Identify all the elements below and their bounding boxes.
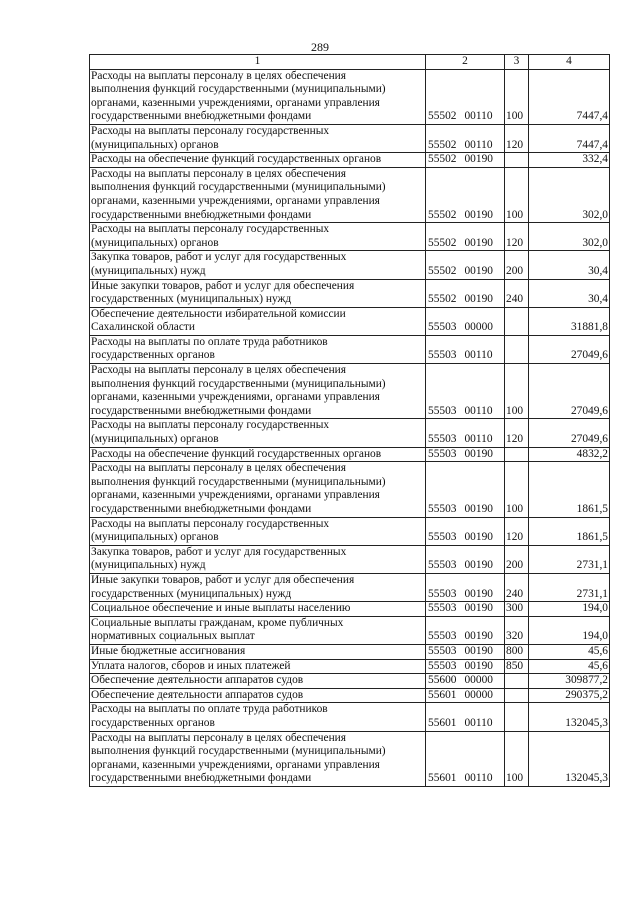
- code-item: 00190: [464, 644, 493, 657]
- description-line: государственными внебюджетными фондами: [91, 208, 312, 221]
- table-row: [90, 279, 610, 307]
- description-line: Уплата налогов, сборов и иных платежей: [91, 659, 291, 672]
- code-item: 00000: [464, 674, 493, 687]
- row-expense-type: 300: [505, 602, 529, 617]
- row-code: [426, 602, 505, 617]
- description-line: (муниципальных) органов: [91, 433, 219, 446]
- code-section: 55503: [428, 559, 457, 572]
- row-code: [426, 462, 505, 517]
- code-item: 00110: [464, 349, 493, 362]
- row-amount: 27049,6: [529, 364, 610, 419]
- description-line: Расходы на выплаты персоналу государственных: [91, 124, 330, 137]
- table-row: [90, 659, 610, 674]
- description-line: Расходы на выплаты персоналу в целях обеспечения: [91, 462, 347, 475]
- page-number: 289: [311, 40, 329, 54]
- row-expense-type: [505, 307, 529, 335]
- description-line: выполнения функций государственными (муниципальными): [91, 83, 386, 96]
- row-code: [426, 616, 505, 644]
- row-code: [426, 545, 505, 573]
- row-expense-type: 240: [505, 279, 529, 307]
- budget-table: [89, 54, 610, 787]
- code-section: 55503: [428, 587, 457, 600]
- code-item: 00110: [464, 404, 493, 417]
- row-expense-type: 850: [505, 659, 529, 674]
- row-amount: 132045,3: [529, 731, 610, 786]
- row-description: [90, 307, 426, 335]
- row-expense-type: [505, 447, 529, 462]
- row-code: [426, 153, 505, 168]
- row-description: [90, 167, 426, 222]
- code-section: 55503: [428, 433, 457, 446]
- code-section: 55502: [428, 138, 457, 151]
- table-row: [90, 517, 610, 545]
- description-line: Закупка товаров, работ и услуг для государственных: [91, 545, 347, 558]
- row-expense-type: [505, 703, 529, 731]
- row-description: [90, 364, 426, 419]
- code-section: 55503: [428, 321, 457, 334]
- row-description: [90, 703, 426, 731]
- description-line: выполнения функций государственными (муниципальными): [91, 181, 386, 194]
- row-expense-type: [505, 335, 529, 363]
- row-expense-type: 320: [505, 616, 529, 644]
- code-section: 55503: [428, 531, 457, 544]
- table-row: [90, 335, 610, 363]
- row-expense-type: 200: [505, 251, 529, 279]
- row-amount: 194,0: [529, 602, 610, 617]
- description-line: государственных органов: [91, 716, 215, 729]
- row-code: [426, 335, 505, 363]
- row-expense-type: 120: [505, 223, 529, 251]
- description-line: органами, казенными учреждениями, органами управления: [91, 489, 380, 502]
- row-expense-type: 120: [505, 124, 529, 152]
- description-line: выполнения функций государственными (муниципальными): [91, 475, 386, 488]
- row-amount: 302,0: [529, 167, 610, 222]
- row-expense-type: 120: [505, 517, 529, 545]
- description-line: Расходы на обеспечение функций государственных органов: [91, 153, 382, 166]
- header-cell-3: 3: [505, 55, 529, 70]
- row-expense-type: 100: [505, 69, 529, 124]
- row-description: [90, 447, 426, 462]
- description-line: государственных (муниципальных) нужд: [91, 587, 292, 600]
- table-row: [90, 573, 610, 601]
- code-item: 00190: [464, 153, 493, 166]
- description-line: Социальные выплаты гражданам, кроме публичных: [91, 616, 344, 629]
- row-code: [426, 674, 505, 689]
- description-line: органами, казенными учреждениями, органами управления: [91, 391, 380, 404]
- description-line: Иные закупки товаров, работ и услуг для обеспечения: [91, 573, 355, 586]
- description-line: Расходы на выплаты персоналу государственных: [91, 419, 330, 432]
- code-section: 55502: [428, 208, 457, 221]
- row-code: [426, 731, 505, 786]
- row-code: [426, 279, 505, 307]
- code-section: 55502: [428, 293, 457, 306]
- description-line: Расходы на выплаты по оплате труда работников: [91, 335, 328, 348]
- code-item: 00110: [464, 433, 493, 446]
- row-description: [90, 545, 426, 573]
- table-row: [90, 251, 610, 279]
- description-line: Расходы на выплаты персоналу в целях обеспечения: [91, 731, 347, 744]
- description-line: Расходы на выплаты персоналу в целях обеспечения: [91, 167, 347, 180]
- row-code: [426, 447, 505, 462]
- code-section: 55503: [428, 659, 457, 672]
- code-section: 55503: [428, 503, 457, 515]
- row-expense-type: [505, 674, 529, 689]
- table-row: [90, 703, 610, 731]
- row-amount: 27049,6: [529, 419, 610, 447]
- description-line: нормативных социальных выплат: [91, 630, 255, 643]
- row-description: [90, 644, 426, 659]
- code-item: 00000: [464, 321, 493, 334]
- table-row: [90, 167, 610, 222]
- description-line: государственных органов: [91, 349, 215, 362]
- description-line: органами, казенными учреждениями, органами управления: [91, 758, 380, 771]
- description-line: государственными внебюджетными фондами: [91, 503, 312, 515]
- code-item: 00190: [464, 264, 493, 277]
- table-row: [90, 364, 610, 419]
- description-line: (муниципальных) нужд: [91, 264, 206, 277]
- row-code: [426, 69, 505, 124]
- description-line: государственными внебюджетными фондами: [91, 110, 312, 123]
- code-section: 55502: [428, 236, 457, 249]
- description-line: (муниципальных) нужд: [91, 559, 206, 572]
- row-amount: 7447,4: [529, 124, 610, 152]
- row-code: [426, 644, 505, 659]
- row-description: [90, 573, 426, 601]
- description-line: Иные бюджетные ассигнования: [91, 644, 246, 657]
- row-expense-type: 100: [505, 167, 529, 222]
- header-cell-1: 1: [90, 55, 426, 70]
- description-line: Сахалинской области: [91, 321, 195, 334]
- description-line: Расходы на выплаты персоналу в целях обеспечения: [91, 69, 347, 82]
- row-description: [90, 674, 426, 689]
- row-code: [426, 167, 505, 222]
- row-amount: 45,6: [529, 644, 610, 659]
- row-code: [426, 659, 505, 674]
- code-item: 00110: [464, 110, 493, 123]
- table-row: [90, 447, 610, 462]
- code-item: 00190: [464, 208, 493, 221]
- row-expense-type: 800: [505, 644, 529, 659]
- row-code: [426, 688, 505, 703]
- row-amount: 45,6: [529, 659, 610, 674]
- row-description: [90, 602, 426, 617]
- table-row: [90, 307, 610, 335]
- code-item: 00190: [464, 503, 493, 515]
- code-item: 00110: [464, 138, 493, 151]
- description-line: Обеспечение деятельности аппаратов судов: [91, 674, 304, 687]
- table-row: [90, 616, 610, 644]
- row-amount: 1861,5: [529, 462, 610, 517]
- code-section: 55503: [428, 349, 457, 362]
- row-code: [426, 364, 505, 419]
- header-row: [90, 55, 610, 70]
- row-description: [90, 731, 426, 786]
- code-section: 55502: [428, 153, 457, 166]
- header-cell-4: 4: [529, 55, 610, 70]
- table-row: [90, 545, 610, 573]
- table-row: [90, 644, 610, 659]
- row-description: [90, 462, 426, 517]
- row-code: [426, 703, 505, 731]
- row-description: [90, 335, 426, 363]
- code-section: 55503: [428, 630, 457, 643]
- row-expense-type: 200: [505, 545, 529, 573]
- description-line: государственных (муниципальных) нужд: [91, 293, 292, 306]
- row-amount: 30,4: [529, 279, 610, 307]
- description-line: (муниципальных) органов: [91, 236, 219, 249]
- code-section: 55601: [428, 772, 457, 785]
- description-line: государственными внебюджетными фондами: [91, 772, 312, 785]
- code-item: 00190: [464, 531, 493, 544]
- code-section: 55601: [428, 716, 457, 729]
- description-line: выполнения функций государственными (муниципальными): [91, 377, 386, 390]
- description-line: (муниципальных) органов: [91, 138, 219, 151]
- row-expense-type: 100: [505, 731, 529, 786]
- code-section: 55503: [428, 644, 457, 657]
- code-section: 55502: [428, 264, 457, 277]
- description-line: Расходы на обеспечение функций государственных органов: [91, 447, 382, 460]
- row-amount: 332,4: [529, 153, 610, 168]
- description-line: выполнения функций государственными (муниципальными): [91, 745, 386, 758]
- row-code: [426, 419, 505, 447]
- table-row: [90, 688, 610, 703]
- code-section: 55601: [428, 688, 457, 701]
- description-line: Иные закупки товаров, работ и услуг для обеспечения: [91, 279, 355, 292]
- row-amount: 194,0: [529, 616, 610, 644]
- table-row: [90, 731, 610, 786]
- row-expense-type: 100: [505, 462, 529, 517]
- description-line: Обеспечение деятельности избирательной комиссии: [91, 307, 346, 320]
- table-row: [90, 69, 610, 124]
- row-amount: 7447,4: [529, 69, 610, 124]
- row-code: [426, 517, 505, 545]
- code-item: 00190: [464, 659, 493, 672]
- row-amount: 27049,6: [529, 335, 610, 363]
- code-section: 55502: [428, 110, 457, 123]
- code-item: 00190: [464, 630, 493, 643]
- code-item: 00110: [464, 716, 493, 729]
- code-section: 55600: [428, 674, 457, 687]
- row-code: [426, 223, 505, 251]
- code-item: 00190: [464, 587, 493, 600]
- row-description: [90, 688, 426, 703]
- row-description: [90, 616, 426, 644]
- description-line: Расходы на выплаты персоналу государственных: [91, 517, 330, 530]
- table-row: [90, 153, 610, 168]
- description-line: Расходы на выплаты персоналу государственных: [91, 223, 330, 236]
- description-line: органами, казенными учреждениями, органами управления: [91, 194, 380, 207]
- row-amount: 2731,1: [529, 573, 610, 601]
- row-expense-type: 240: [505, 573, 529, 601]
- row-description: [90, 279, 426, 307]
- table-row: [90, 223, 610, 251]
- row-amount: 309877,2: [529, 674, 610, 689]
- description-line: Расходы на выплаты по оплате труда работников: [91, 703, 328, 716]
- row-amount: 30,4: [529, 251, 610, 279]
- row-description: [90, 251, 426, 279]
- row-description: [90, 223, 426, 251]
- row-expense-type: 100: [505, 364, 529, 419]
- row-description: [90, 517, 426, 545]
- row-amount: 31881,8: [529, 307, 610, 335]
- code-item: 00190: [464, 602, 493, 615]
- row-description: [90, 69, 426, 124]
- table-row: [90, 419, 610, 447]
- table-row: [90, 602, 610, 617]
- row-description: [90, 153, 426, 168]
- code-item: 00190: [464, 236, 493, 249]
- row-description: [90, 659, 426, 674]
- table-row: [90, 674, 610, 689]
- description-line: Социальное обеспечение и иные выплаты населению: [91, 602, 351, 615]
- description-line: Расходы на выплаты персоналу в целях обеспечения: [91, 364, 347, 377]
- description-line: Закупка товаров, работ и услуг для государственных: [91, 251, 347, 264]
- row-code: [426, 307, 505, 335]
- row-expense-type: [505, 153, 529, 168]
- row-code: [426, 124, 505, 152]
- header-cell-2: 2: [426, 55, 505, 70]
- description-line: (муниципальных) органов: [91, 531, 219, 544]
- row-amount: 2731,1: [529, 545, 610, 573]
- table-row: [90, 124, 610, 152]
- row-amount: 1861,5: [529, 517, 610, 545]
- row-amount: 290375,2: [529, 688, 610, 703]
- code-section: 55503: [428, 602, 457, 615]
- row-amount: 132045,3: [529, 703, 610, 731]
- row-description: [90, 419, 426, 447]
- row-amount: 302,0: [529, 223, 610, 251]
- row-code: [426, 573, 505, 601]
- row-code: [426, 251, 505, 279]
- code-item: 00110: [464, 772, 493, 785]
- description-line: государственными внебюджетными фондами: [91, 404, 312, 417]
- code-item: 00190: [464, 447, 493, 460]
- code-section: 55503: [428, 404, 457, 417]
- row-description: [90, 124, 426, 152]
- code-item: 00000: [464, 688, 493, 701]
- description-line: Обеспечение деятельности аппаратов судов: [91, 688, 304, 701]
- row-expense-type: 120: [505, 419, 529, 447]
- description-line: органами, казенными учреждениями, органами управления: [91, 96, 380, 109]
- table-row: [90, 462, 610, 517]
- row-expense-type: [505, 688, 529, 703]
- row-amount: 4832,2: [529, 447, 610, 462]
- code-item: 00190: [464, 293, 493, 306]
- code-item: 00190: [464, 559, 493, 572]
- code-section: 55503: [428, 447, 457, 460]
